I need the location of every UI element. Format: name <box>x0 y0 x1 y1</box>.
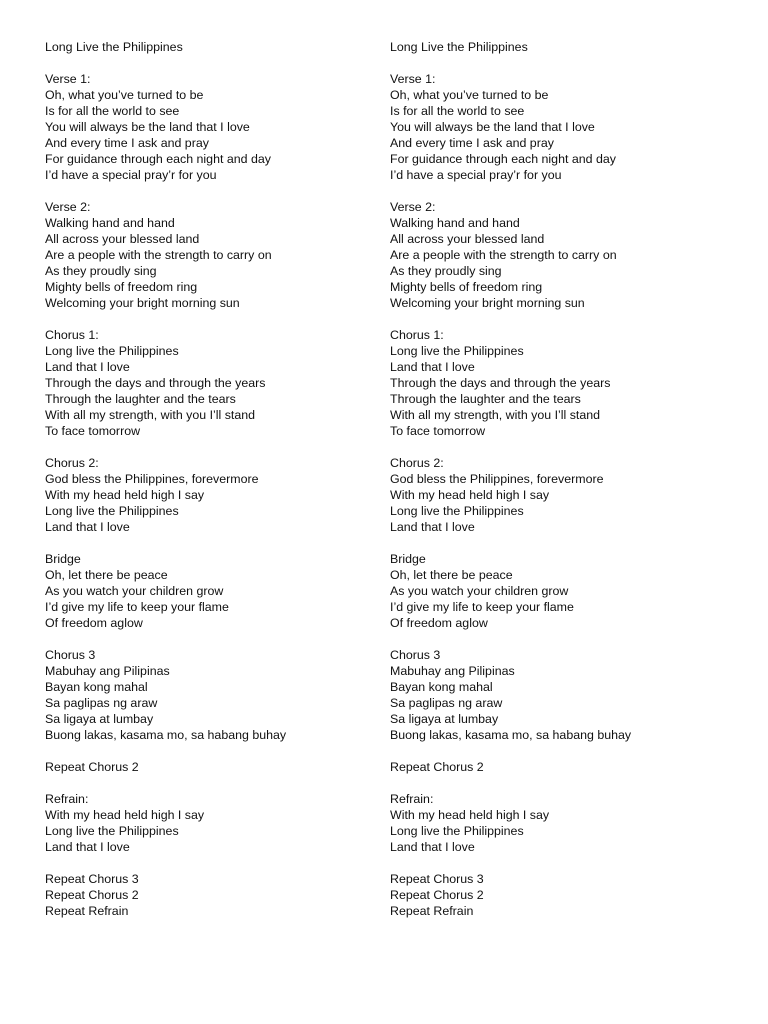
lyric-line: Oh, what you’ve turned to be <box>390 88 549 102</box>
lyric-line: Bayan kong mahal <box>390 680 493 694</box>
lyric-line: Sa ligaya at lumbay <box>390 712 499 726</box>
lyric-line: With my head held high I say <box>45 808 205 822</box>
lyric-line: Repeat Chorus 2 <box>390 888 484 902</box>
lyric-line: As you watch your children grow <box>45 584 224 598</box>
lyric-line: You will always be the land that I love <box>390 120 595 134</box>
lyric-line: And every time I ask and pray <box>390 136 554 150</box>
lyric-line: Are a people with the strength to carry on <box>45 248 272 262</box>
lyrics-section <box>45 871 375 919</box>
lyric-line: I’d give my life to keep your flame <box>45 600 229 614</box>
lyrics-section <box>390 199 750 311</box>
lyrics-section <box>390 871 750 919</box>
lyrics-section <box>45 551 375 631</box>
song-title: Long Live the Philippines <box>45 40 183 54</box>
lyrics-section <box>390 455 750 535</box>
lyric-line: Walking hand and hand <box>390 216 520 230</box>
section-heading: Chorus 2: <box>45 456 99 470</box>
lyrics-sections <box>45 71 375 919</box>
lyric-line: Buong lakas, kasama mo, sa habang buhay <box>45 728 287 742</box>
lyric-line: All across your blessed land <box>390 232 545 246</box>
lyrics-section <box>45 199 375 311</box>
lyric-line: Is for all the world to see <box>390 104 525 118</box>
section-heading: Chorus 1: <box>390 328 444 342</box>
section-heading: Repeat Chorus 2 <box>45 760 139 774</box>
lyric-line: Long live the Philippines <box>45 504 179 518</box>
lyric-line: Land that I love <box>45 840 130 854</box>
lyric-line: Long live the Philippines <box>390 824 524 838</box>
lyric-line: Of freedom aglow <box>45 616 143 630</box>
section-heading: Bridge <box>45 552 81 566</box>
lyric-line: Through the days and through the years <box>390 376 611 390</box>
lyric-line: Oh, what you’ve turned to be <box>45 88 204 102</box>
lyric-line: I’d give my life to keep your flame <box>390 600 574 614</box>
lyric-line: To face tomorrow <box>390 424 486 438</box>
section-heading: Bridge <box>390 552 426 566</box>
lyric-line: As they proudly sing <box>390 264 502 278</box>
lyric-line: To face tomorrow <box>45 424 141 438</box>
section-heading: Refrain: <box>390 792 434 806</box>
lyric-line: Repeat Refrain <box>45 904 129 918</box>
lyric-line: With all my strength, with you I’ll stand <box>390 408 601 422</box>
lyric-line: Mighty bells of freedom ring <box>45 280 198 294</box>
section-heading: Repeat Chorus 3 <box>45 872 139 886</box>
lyric-line: With my head held high I say <box>390 488 550 502</box>
section-heading: Verse 1: <box>390 72 436 86</box>
lyric-line: Long live the Philippines <box>390 344 524 358</box>
lyrics-section <box>390 327 750 439</box>
lyrics-section <box>390 791 750 855</box>
lyric-line: Land that I love <box>45 360 130 374</box>
section-heading: Verse 2: <box>45 200 91 214</box>
lyric-line: Mabuhay ang Pilipinas <box>45 664 170 678</box>
lyric-line: Long live the Philippines <box>45 824 179 838</box>
section-heading: Repeat Chorus 3 <box>390 872 484 886</box>
lyrics-section <box>45 71 375 183</box>
lyric-line: For guidance through each night and day <box>390 152 616 166</box>
lyric-line: Sa ligaya at lumbay <box>45 712 154 726</box>
lyric-line: Through the laughter and the tears <box>390 392 581 406</box>
lyrics-section <box>390 647 750 743</box>
lyric-line: For guidance through each night and day <box>45 152 271 166</box>
lyrics-sections <box>390 71 750 919</box>
lyrics-column-left <box>45 39 375 935</box>
lyric-line: With my head held high I say <box>45 488 205 502</box>
lyrics-section <box>45 647 375 743</box>
lyrics-column-right <box>390 39 750 935</box>
lyrics-section <box>390 551 750 631</box>
lyric-line: Is for all the world to see <box>45 104 180 118</box>
lyrics-section <box>45 455 375 535</box>
lyric-line: Oh, let there be peace <box>390 568 513 582</box>
section-heading: Verse 1: <box>45 72 91 86</box>
section-heading: Repeat Chorus 2 <box>390 760 484 774</box>
lyric-line: Walking hand and hand <box>45 216 175 230</box>
lyric-line: Land that I love <box>390 520 475 534</box>
lyric-line: God bless the Philippines, forevermore <box>390 472 604 486</box>
lyric-line: Through the laughter and the tears <box>45 392 236 406</box>
lyric-line: Oh, let there be peace <box>45 568 168 582</box>
section-heading: Chorus 2: <box>390 456 444 470</box>
section-heading: Verse 2: <box>390 200 436 214</box>
lyric-line: Land that I love <box>390 360 475 374</box>
lyric-line: Are a people with the strength to carry on <box>390 248 617 262</box>
section-heading: Chorus 1: <box>45 328 99 342</box>
lyric-line: Welcoming your bright morning sun <box>390 296 585 310</box>
lyric-line: Sa paglipas ng araw <box>390 696 503 710</box>
section-heading: Chorus 3 <box>45 648 96 662</box>
lyric-line: Buong lakas, kasama mo, sa habang buhay <box>390 728 632 742</box>
lyric-line: And every time I ask and pray <box>45 136 209 150</box>
section-heading: Chorus 3 <box>390 648 441 662</box>
lyric-line: Long live the Philippines <box>390 504 524 518</box>
song-title: Long Live the Philippines <box>390 40 528 54</box>
lyrics-section <box>45 327 375 439</box>
lyric-line: All across your blessed land <box>45 232 200 246</box>
lyric-line: Long live the Philippines <box>45 344 179 358</box>
lyric-line: Bayan kong mahal <box>45 680 148 694</box>
lyric-line: I’d have a special pray’r for you <box>390 168 562 182</box>
lyrics-section <box>45 759 375 775</box>
lyric-line: With my head held high I say <box>390 808 550 822</box>
lyric-line: Land that I love <box>390 840 475 854</box>
section-heading: Refrain: <box>45 792 89 806</box>
lyric-line: God bless the Philippines, forevermore <box>45 472 259 486</box>
lyric-line: As you watch your children grow <box>390 584 569 598</box>
lyric-line: Mabuhay ang Pilipinas <box>390 664 515 678</box>
lyric-line: You will always be the land that I love <box>45 120 250 134</box>
lyrics-section <box>390 759 750 775</box>
lyric-line: With all my strength, with you I’ll stand <box>45 408 256 422</box>
lyric-line: As they proudly sing <box>45 264 157 278</box>
lyric-line: Welcoming your bright morning sun <box>45 296 240 310</box>
lyric-line: Land that I love <box>45 520 130 534</box>
lyric-line: Sa paglipas ng araw <box>45 696 158 710</box>
lyric-line: I’d have a special pray’r for you <box>45 168 217 182</box>
lyrics-section <box>45 791 375 855</box>
lyric-line: Repeat Chorus 2 <box>45 888 139 902</box>
lyric-line: Mighty bells of freedom ring <box>390 280 543 294</box>
lyric-line: Through the days and through the years <box>45 376 266 390</box>
lyric-line: Repeat Refrain <box>390 904 474 918</box>
lyrics-section <box>390 71 750 183</box>
lyric-line: Of freedom aglow <box>390 616 488 630</box>
